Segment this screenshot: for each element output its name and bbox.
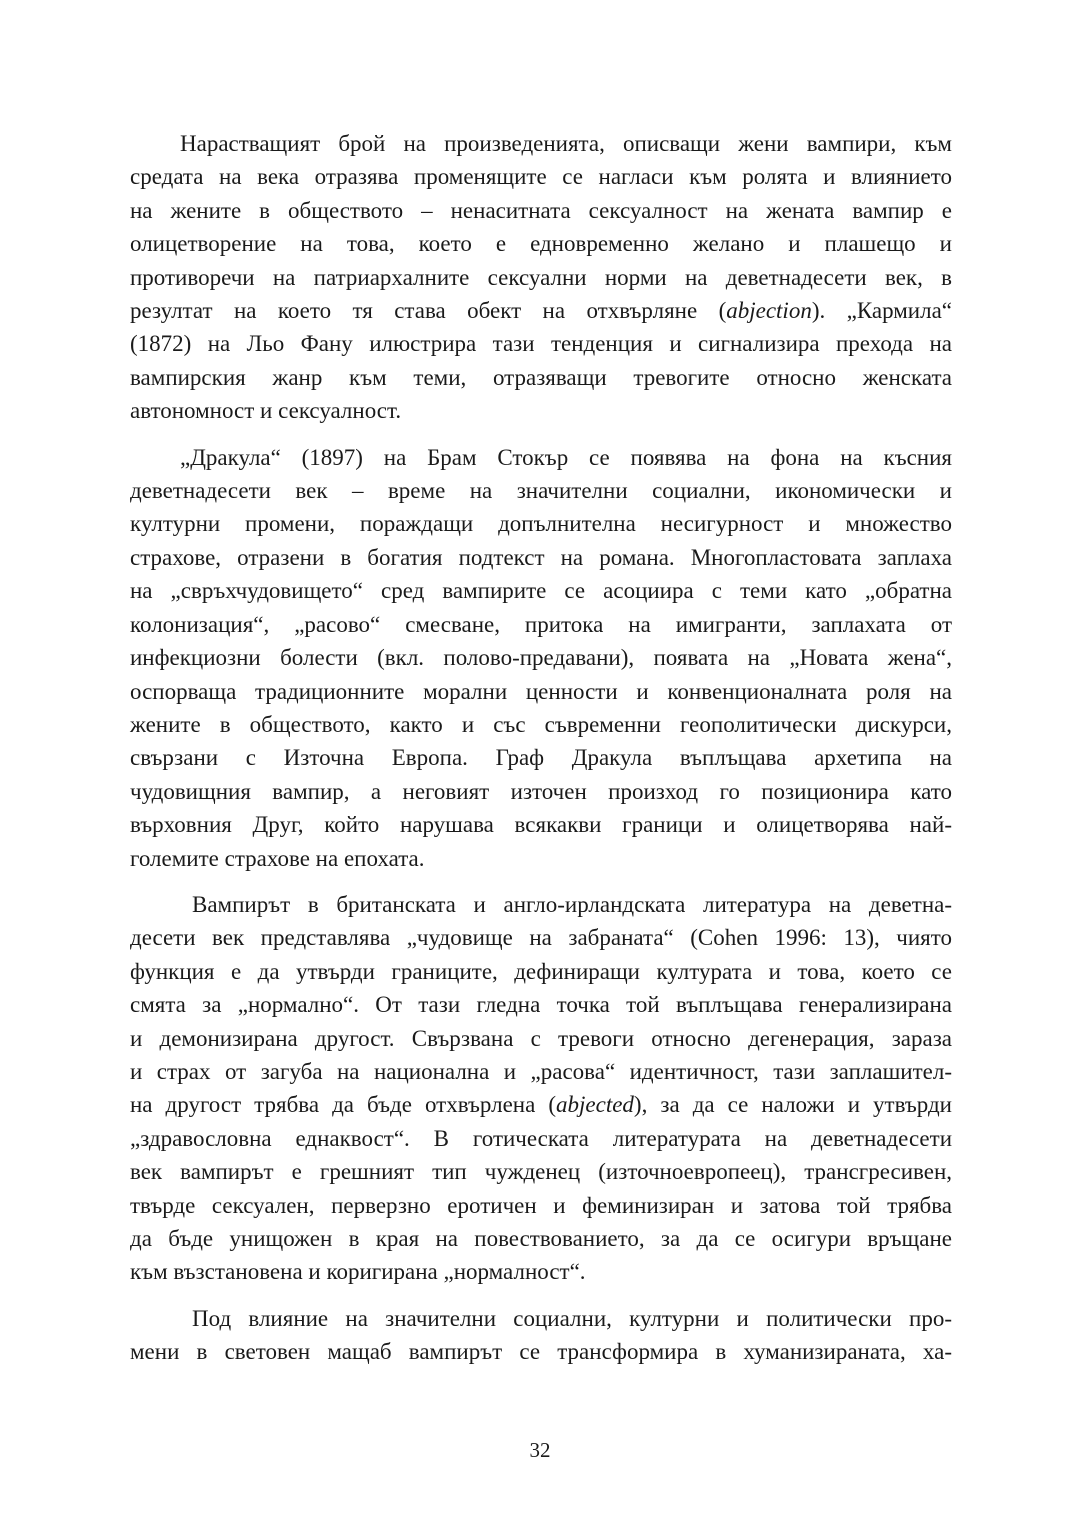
text-line: „Дракула“ (1897) на Брам Стокър се появява на фона на късния <box>180 444 952 470</box>
text-line: твърде сексуален, перверзно еротичен и феминизиран и затова той трябва <box>130 1192 952 1218</box>
text-line: противоречи на патриархалните сексуални норми на деветнадесети век, в <box>130 264 952 290</box>
text-line: страхове, отразени в богатия подтекст на романа. Многопластовата заплаха <box>130 544 952 570</box>
text-line: средата на века отразява променящите се нагласи към ролята и влиянието <box>130 164 952 190</box>
text-line: деветнадесети век – време на значителни социални, икономически и <box>130 478 952 504</box>
text-line: на „свръхчудовището“ сред вампирите се асоциира с теми като „обратна <box>130 578 952 604</box>
italic-term: abjected <box>556 1092 634 1118</box>
text-line: на другост трябва да бъде отхвърлена (abjected), за да се наложи и утвърди <box>130 1092 952 1118</box>
italic-term: abjection <box>726 298 812 324</box>
text-line: оспорваща традиционните морални ценности и конвенционалната роля на <box>130 678 952 704</box>
text-line: смята за „нормално“. От тази гледна точка той въплъщава генерализирана <box>130 992 952 1018</box>
text-line: и демонизирана другост. Свързвана с тревоги относно дегенерация, зараза <box>130 1025 952 1051</box>
text-line: към възстановена и коригирана „нормалност“. <box>130 1259 586 1285</box>
text-line: жените в обществото, както и със съвременни геополитически дискурси, <box>130 711 952 737</box>
text-line: свързани с Източна Европа. Граф Дракула въплъщава архетипа на <box>130 745 952 771</box>
page-number: 32 <box>529 1438 551 1462</box>
text-line: век вампирът е грешният тип чужденец (източноевропеец), трансгресивен, <box>130 1159 952 1185</box>
text-line: олицетворение на това, което е едновременно желано и плашещо и <box>130 231 952 257</box>
text-line: на жените в обществото – ненаситната сексуалност на жената вампир е <box>130 197 952 223</box>
text-line: и страх от загуба на национална и „расова“ идентичност, тази заплашител- <box>130 1058 952 1084</box>
text-line: Нарастващият брой на произведенията, описващи жени вампири, към <box>180 131 952 156</box>
text-line: културни промени, пораждащи допълнителна несигурност и множество <box>130 511 952 537</box>
text-line: десети век представлява „чудовище на забраната“ (Cohen 1996: 13), чиято <box>130 925 952 951</box>
body-text <box>130 127 952 1382</box>
text-line: мени в световен мащаб вампирът се трансформира в хуманизираната, ха- <box>130 1339 952 1365</box>
text-line: чудовищния вампир, а неговият източен произход го позиционира като <box>130 778 952 804</box>
text-line: колонизация“, „расово“ смесване, притока на имигранти, заплахата от <box>130 611 952 637</box>
text-line: да бъде унищожен в края на повествованието, за да се осигури връщане <box>130 1226 952 1251</box>
text-line: резултат на което тя става обект на отхвърляне (abjection). „Кармила“ <box>130 298 952 324</box>
paragraph-4 <box>130 1302 952 1369</box>
text-line: Под влияние на значителни социални, културни и политически про- <box>192 1305 952 1331</box>
text-line: „здравословна еднаквост“. В готическата литературата на деветнадесети <box>130 1125 952 1151</box>
text-line: върховния Друг, който нарушава всякакви граници и олицетворява най- <box>130 812 952 838</box>
paragraph-1 <box>130 127 952 428</box>
text-line: вампирския жанр към теми, отразяващи тревогите относно женската <box>130 364 952 390</box>
text-line: автономност и сексуалност. <box>130 398 402 424</box>
text-line: Вампирът в британската и англо-ирландската литература на деветна- <box>192 891 952 917</box>
text-line: (1872) на Льо Фану илюстрира тази тенденция и сигнализира прехода на <box>130 331 952 357</box>
text-line: функция е да утвърди границите, дефиниращи културата и това, което се <box>130 958 952 984</box>
text-line: инфекциозни болести (вкл. полово-предавани), появата на „Новата жена“, <box>130 645 952 671</box>
text-line: големите страхове на епохата. <box>130 845 425 871</box>
paragraph-2 <box>130 441 952 875</box>
paragraph-3 <box>130 888 952 1289</box>
